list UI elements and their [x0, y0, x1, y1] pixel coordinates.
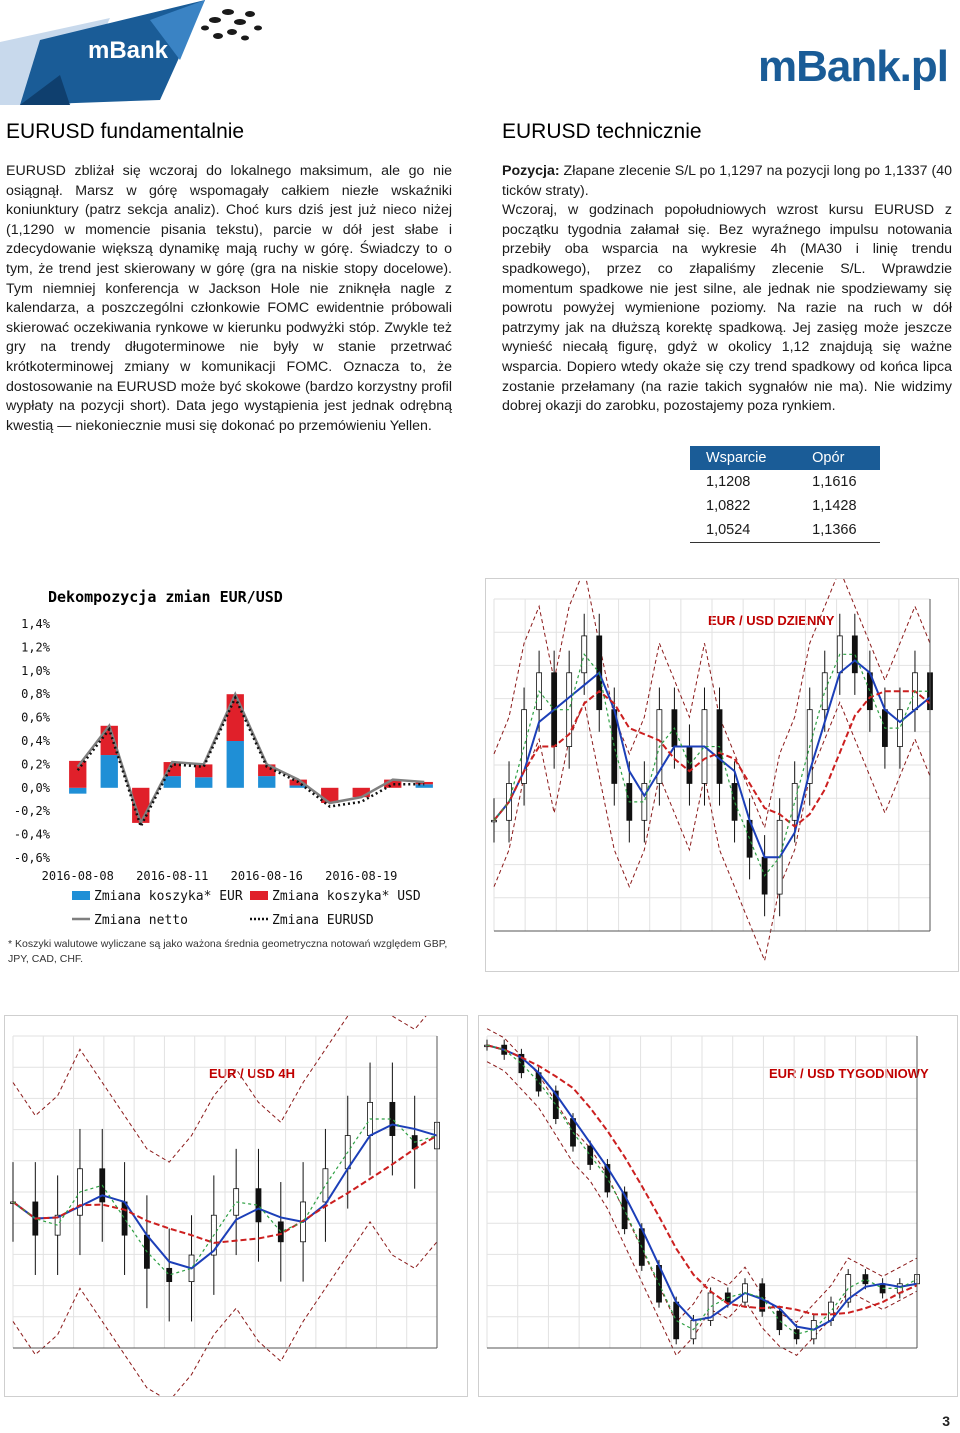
resistance-header: Opór [796, 446, 880, 470]
resistance-value: 1,1366 [796, 518, 880, 543]
x-tick-label: 2016-08-11 [136, 869, 209, 883]
technical-position [502, 162, 952, 201]
candle-body [863, 1275, 868, 1284]
support-value: 1,0524 [690, 518, 796, 543]
decomposition-chart-svg [0, 578, 470, 933]
candle-body [687, 747, 692, 784]
position-text: Złapane zlecenie S/L po 1,1297 na pozycji long po 1,1337 (40 ticków straty). [502, 163, 952, 199]
x-tick-label: 2016-08-19 [325, 869, 398, 883]
weekly-chart [478, 1015, 958, 1397]
support-value: 1,1208 [706, 474, 751, 490]
decomposition-chart [0, 578, 470, 933]
bar [195, 777, 212, 788]
technical-title: EURUSD technicznie [502, 120, 702, 143]
y-tick-label: 0,8% [21, 687, 50, 702]
daily-chart [485, 578, 959, 972]
bar [227, 694, 244, 741]
y-tick-label: -0,2% [13, 804, 50, 819]
y-tick-label: 0,2% [21, 757, 50, 772]
resistance-value: 1,1428 [812, 498, 857, 514]
y-tick-label: -0,6% [13, 851, 50, 865]
bar [290, 785, 307, 787]
y-tick-label: 0,4% [21, 734, 50, 748]
resistance-value: 1,1616 [812, 474, 857, 490]
x-tick-label: 2016-08-08 [41, 869, 114, 883]
levels-row [690, 494, 880, 518]
candle-body [852, 636, 857, 673]
candle-body [732, 783, 737, 820]
bar [101, 755, 118, 788]
levels-table [690, 446, 880, 543]
legend-label: Zmiana koszyka* USD [272, 889, 421, 904]
bank-logo [0, 0, 270, 110]
levels-row [690, 470, 880, 494]
legend-swatch [72, 891, 90, 900]
h4-chart-svg [5, 1016, 467, 1396]
levels-header-row [690, 446, 880, 470]
bar [164, 776, 181, 788]
legend-label: Zmiana netto [94, 913, 188, 928]
bar [69, 788, 86, 794]
bar [227, 741, 244, 788]
fundamental-section [6, 120, 452, 436]
chart-footnote: * Koszyki walutowe wyliczane są jako ważona średnia geometryczna notowań względem GBP, JPY, CAD, CHF. [8, 938, 448, 965]
y-tick-label: 0,0% [21, 780, 50, 795]
candle-body [492, 820, 497, 822]
candle-body [122, 1202, 127, 1235]
x-tick-label: 2016-08-16 [230, 869, 303, 883]
series-line-eurusd [78, 698, 425, 827]
candle-body [794, 1330, 799, 1339]
candle-body [588, 1146, 593, 1164]
h4-chart-title: EUR / USD 4H [209, 1066, 295, 1081]
legend-swatch [250, 891, 268, 900]
weekly-chart-title: EUR / USD TYGODNIOWY [769, 1066, 929, 1081]
y-tick-label: 0,6% [21, 710, 50, 725]
weekly-chart-svg [479, 1016, 957, 1396]
technical-body: Wczoraj, w godzinach popołudniowych wzrost kursu EURUSD z początku tygodnia załamał się. Bez wyraźnego impulsu notowania przebiły oba wsparcia na wykresie 4h (MA30 i linię trendu spadkowego), przez co złapaliśmy zlecenie S/L. Wprawdzie momentum spadkowe nie jest silne, ale jednak nie spodziewamy się powrotu powyżej wymienione poziomy. Na razie na ruch w dół patrzymy jak na dłuższą korektę spadkową. Jej zasięg może jeszcze wynieść niecałą figurę, gdyż w okolicy 1,12 znajdują się ważne wsparcia. Dopiero wtedy okaże się czy trend spadkowy od końca lipca zostanie przełamany (na razie takich sygnałów nie ma). Nie widzimy dobrej okazji do zarobku, pozostajemy poza rynkiem. [502, 202, 952, 415]
legend-label: Zmiana koszyka* EUR [94, 889, 243, 904]
fundamental-body: EURUSD zbliżał się wczoraj do lokalnego maksimum, ale go nie osiągnął. Marsz w górę wspomagały całkiem niezłe wskaźniki koniunktury (patrz sekcja analiz). Choć kurs dziś jest już nieco niżej (1,1290 w momencie pisania tekstu), parcie w dół jest słabe i zdecydowanie większą dynamikę mają ruchy w górę. Świadczy to o tym, że trend jest skierowany w górę (gra na niskie stopy docelowe). Tym niemniej konferencja w Jackson Hole nie zniknęła nagle z kalendarza, a poszczególni członkowie FOMC ewidentnie próbowali skierować oczekiwania rynkowe w kierunku podwyżki stóp. Zwykle też gry na trendy długoterminowe nie były w stanie przetrwać krótkoterminowej zmiany w komunikacji FOMC. Oznacza to, że dostosowanie na EURUSD może być skokowe (bardzo korzystny profil wypłaty na pozycji short). Data jego wystąpienia jest jednak odrębną kwestią — niekoniecznie musi się dokonać po przemówieniu Yellen. [6, 163, 452, 434]
daily-chart-title: EUR / USD DZIENNY [708, 613, 835, 628]
logo-text: mBank [88, 37, 169, 64]
candle-body [674, 1302, 679, 1339]
candle-body [323, 1169, 328, 1202]
candle-body [822, 673, 827, 710]
support-header: Wsparcie [690, 446, 796, 470]
y-tick-label: 1,2% [21, 640, 50, 655]
h4-chart [4, 1015, 468, 1397]
daily-chart-svg [486, 579, 958, 971]
site-brand: mBank.pl [757, 42, 948, 91]
fish-icons [201, 9, 262, 41]
technical-section [502, 120, 952, 417]
legend-label: Zmiana EURUSD [272, 913, 374, 928]
candle-body [278, 1222, 283, 1242]
candle-body [777, 1311, 782, 1329]
y-tick-label: 1,4% [21, 617, 50, 631]
fundamental-title: EURUSD fundamentalnie [6, 120, 245, 143]
y-tick-label: -0,4% [13, 827, 50, 842]
series-line-net [78, 694, 425, 823]
levels-row [690, 518, 880, 543]
y-tick-label: 1,0% [21, 663, 50, 678]
support-value: 1,0822 [706, 498, 751, 514]
chart-title: Dekompozycja zmian EUR/USD [48, 588, 283, 606]
bar [258, 776, 275, 788]
position-label: Pozycja: [502, 163, 560, 179]
page-number: 3 [942, 1413, 950, 1429]
candle-body [792, 783, 797, 820]
